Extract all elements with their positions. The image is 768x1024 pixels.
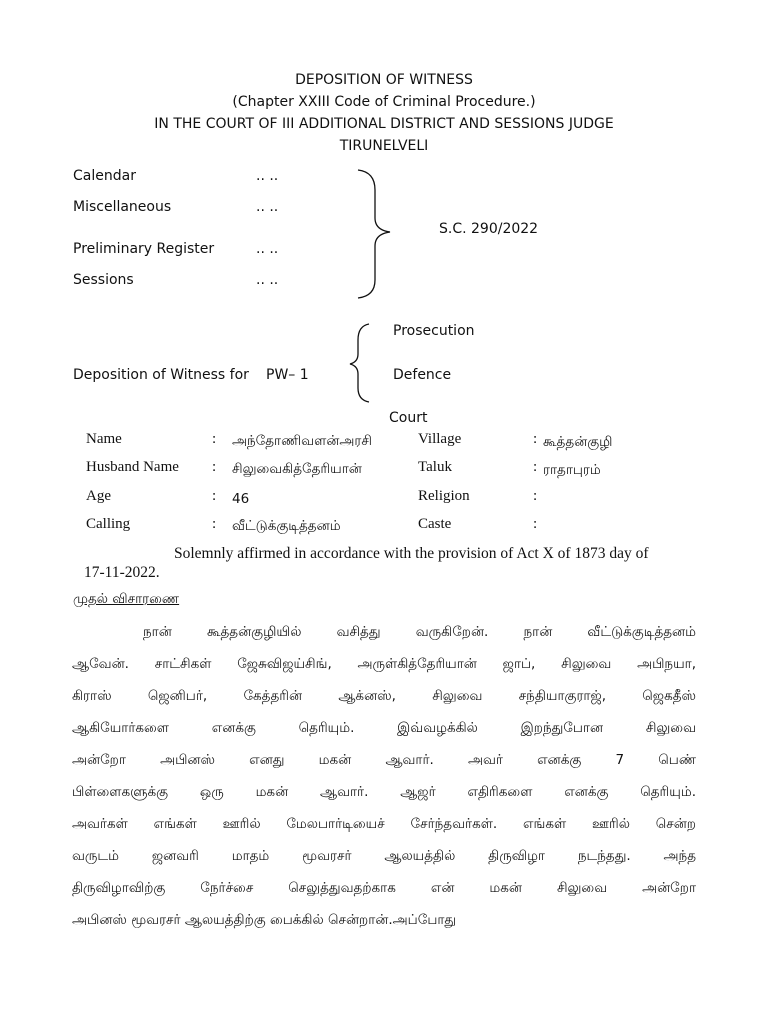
- right-brace-icon: [358, 170, 390, 298]
- taluk-value: ராதாபுரம்: [543, 462, 601, 478]
- caste-label: Caste: [418, 516, 452, 532]
- register-miscellaneous-dots: .. ..: [256, 199, 279, 215]
- name-colon: :: [212, 431, 217, 447]
- register-preliminary-dots: .. ..: [256, 241, 279, 257]
- age-colon: :: [212, 488, 217, 504]
- register-sessions-dots: .. ..: [256, 272, 279, 288]
- religion-colon: :: [533, 488, 538, 504]
- husband-label: Husband Name: [86, 459, 179, 475]
- husband-colon: :: [212, 459, 217, 475]
- court-name: IN THE COURT OF III ADDITIONAL DISTRICT AND SESSIONS JUDGE: [154, 116, 614, 132]
- calling-colon: :: [212, 516, 217, 532]
- body-line: பிள்ளைகளுக்கு ஒரு மகன் ஆவார். ஆஜர் எதிரிகளை எனக்கு தெரியும்.: [72, 784, 696, 800]
- taluk-colon: :: [533, 459, 538, 475]
- village-colon: :: [533, 431, 538, 447]
- taluk-label: Taluk: [418, 459, 452, 475]
- body-line: திருவிழாவிற்கு நேர்ச்சை செலுத்துவதற்காக என் மகன் சிலுவை அன்றோ: [72, 880, 696, 896]
- village-label: Village: [418, 431, 462, 447]
- name-value: அந்தோணிவளன்அரசி: [232, 433, 372, 449]
- witness-number: PW– 1: [266, 367, 309, 383]
- option-prosecution: Prosecution: [393, 323, 475, 339]
- body-line: அன்றோ அபினஸ் எனது மகன் ஆவார். அவர் எனக்கு 7 பெண்: [72, 752, 696, 768]
- deposition-label: Deposition of Witness for: [73, 367, 249, 383]
- register-preliminary-label: Preliminary Register: [73, 241, 215, 257]
- body-line: ஆவேன். சாட்சிகள் ஜேசுவிஜய்சிங், அருள்கித்தேரியான் ஜாப், சிலுவை அபிநயா,: [72, 656, 696, 672]
- left-brace-icon: [350, 324, 369, 402]
- name-label: Name: [86, 431, 122, 447]
- document-title: DEPOSITION OF WITNESS: [295, 72, 473, 88]
- caste-colon: :: [533, 516, 538, 532]
- body-line: வருடம் ஜனவரி மாதம் மூவரசர் ஆலயத்தில் திருவிழா நடந்தது. அந்த: [72, 848, 696, 864]
- affirmation-line1: Solemnly affirmed in accordance with the provision of Act X of 1873 day of: [174, 545, 649, 562]
- register-calendar-label: Calendar: [73, 168, 136, 184]
- body-line: ஆகியோர்களை எனக்கு தெரியும். இவ்வழக்கில் இறந்துபோன சிலுவை: [72, 720, 696, 736]
- village-value: கூத்தன்குழி: [543, 434, 613, 450]
- body-line: அவர்கள் எங்கள் ஊரில் மேலபார்டியைச் சேர்ந்தவர்கள். எங்கள் ஊரில் சென்ற: [72, 816, 696, 832]
- option-defence: Defence: [393, 367, 452, 383]
- husband-value: சிலுவைகித்தேரியான்: [232, 461, 362, 477]
- age-label: Age: [86, 488, 111, 504]
- document-subtitle: (Chapter XXIII Code of Criminal Procedure.): [232, 94, 536, 110]
- body-line: அபினஸ் மூவரசர் ஆலயத்திற்கு பைக்கில் சென்றான்.அப்போது: [72, 912, 457, 928]
- body-line: கிராஸ் ஜெனிபர், கேத்தரின் ஆக்னஸ், சிலுவை சந்தியாகுராஜ், ஜெகதீஸ்: [72, 688, 696, 704]
- register-miscellaneous-label: Miscellaneous: [73, 199, 172, 215]
- section-title: முதல் விசாரணை: [73, 591, 180, 607]
- affirmation-date: 17-11-2022.: [84, 564, 160, 581]
- case-number: S.C. 290/2022: [439, 221, 539, 237]
- body-line: நான் கூத்தன்குழியில் வசித்து வருகிறேன். நான் வீட்டுக்குடித்தனம்: [143, 624, 696, 640]
- register-calendar-dots: .. ..: [256, 168, 279, 184]
- option-court: Court: [389, 410, 428, 426]
- calling-label: Calling: [86, 516, 131, 532]
- age-value: 46: [232, 491, 250, 507]
- religion-label: Religion: [418, 488, 470, 504]
- calling-value: வீட்டுக்குடித்தனம்: [232, 518, 341, 534]
- court-location: TIRUNELVELI: [339, 138, 429, 154]
- register-sessions-label: Sessions: [73, 272, 134, 288]
